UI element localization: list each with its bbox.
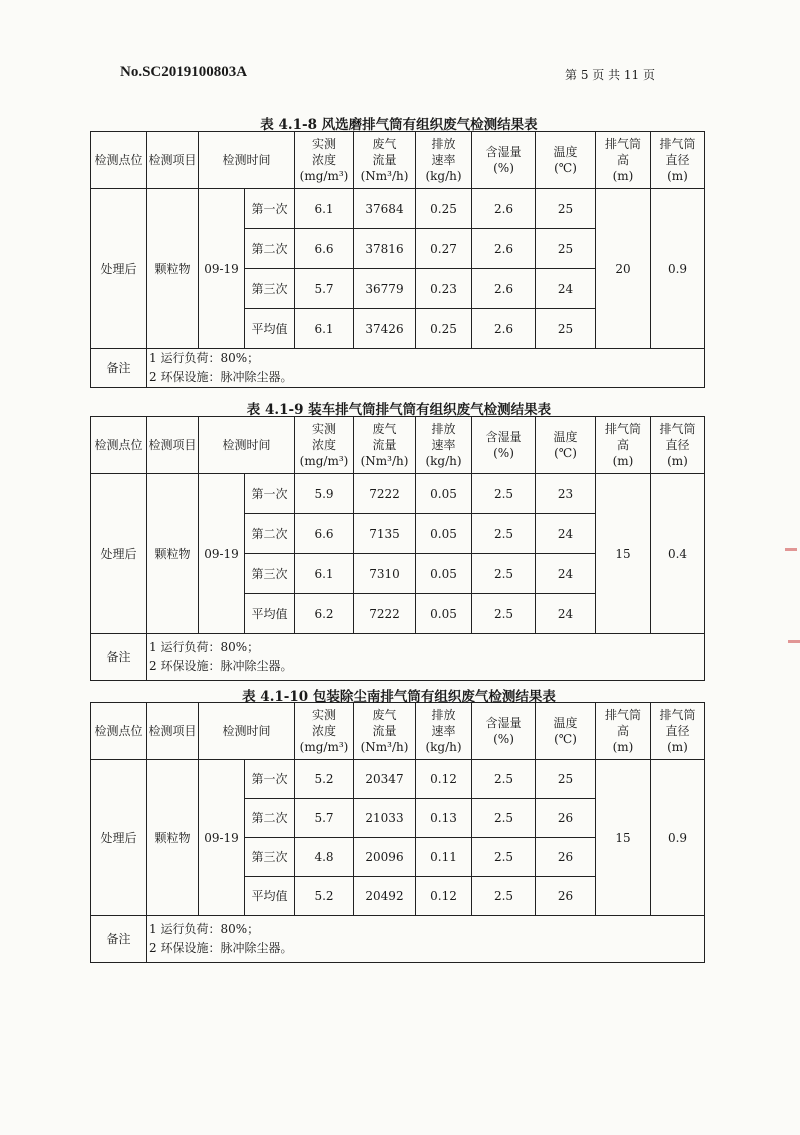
rate-cell: 0.05 xyxy=(416,514,472,554)
remark-line: 2 环保设施：脉冲除尘器。 xyxy=(149,941,293,955)
header-text: 废气 xyxy=(372,422,397,436)
hum-cell: 2.5 xyxy=(472,799,536,838)
flow-cell: 37426 xyxy=(354,309,416,349)
remark-line: 2 环保设施：脉冲除尘器。 xyxy=(149,659,293,673)
rate-cell: 0.25 xyxy=(416,309,472,349)
header-text: 排气筒 xyxy=(659,137,696,151)
data-row xyxy=(91,189,705,229)
remark-row xyxy=(91,634,705,681)
header-text: 含湿量 xyxy=(485,145,522,159)
rate-cell: 0.05 xyxy=(416,474,472,514)
temp-cell: 25 xyxy=(536,189,596,229)
rate-cell: 0.25 xyxy=(416,189,472,229)
conc-cell: 5.7 xyxy=(295,799,354,838)
header-text: 温度 xyxy=(553,716,578,730)
point-cell: 处理后 xyxy=(91,189,147,349)
header-text: 检测时间 xyxy=(222,724,271,738)
header-text: 温度 xyxy=(553,145,578,159)
flow-cell: 7222 xyxy=(354,474,416,514)
header-text: (mg/m³) xyxy=(299,454,349,468)
hum-cell: 2.5 xyxy=(472,594,536,634)
hum-cell: 2.5 xyxy=(472,760,536,799)
remark-line: 1 运行负荷：80%； xyxy=(149,640,260,654)
header-text: 废气 xyxy=(372,137,397,151)
header-text: 排气筒 xyxy=(604,422,641,436)
rate-cell: 0.23 xyxy=(416,269,472,309)
col-item xyxy=(147,132,199,189)
point-cell: 处理后 xyxy=(91,474,147,634)
stack-height-cell: 15 xyxy=(596,760,651,916)
header-text: 浓度 xyxy=(311,438,336,452)
conc-cell: 6.6 xyxy=(295,514,354,554)
header-text: 检测点位 xyxy=(94,153,143,167)
results-table xyxy=(90,416,705,681)
flow-cell: 37816 xyxy=(354,229,416,269)
flow-cell: 20492 xyxy=(354,877,416,916)
temp-cell: 26 xyxy=(536,838,596,877)
conc-cell: 6.1 xyxy=(295,309,354,349)
header-text: (m) xyxy=(667,740,688,754)
flow-cell: 7135 xyxy=(354,514,416,554)
col-stack-diameter xyxy=(651,703,705,760)
header-text: 排放 xyxy=(431,708,456,722)
header-text: (kg/h) xyxy=(425,454,462,468)
flow-cell: 7310 xyxy=(354,554,416,594)
header-text: 温度 xyxy=(553,430,578,444)
col-temperature xyxy=(536,132,596,189)
header-text: 含湿量 xyxy=(485,716,522,730)
header-text: 检测点位 xyxy=(94,438,143,452)
hum-cell: 2.6 xyxy=(472,189,536,229)
date-cell: 09-19 xyxy=(199,760,245,916)
temp-cell: 24 xyxy=(536,269,596,309)
hum-cell: 2.5 xyxy=(472,838,536,877)
sample-label-cell: 第二次 xyxy=(245,514,295,554)
remark-text xyxy=(147,916,705,963)
col-stack-height xyxy=(596,703,651,760)
conc-cell: 6.1 xyxy=(295,189,354,229)
header-text: 排气筒 xyxy=(604,708,641,722)
flow-cell: 36779 xyxy=(354,269,416,309)
rate-cell: 0.12 xyxy=(416,760,472,799)
results-table xyxy=(90,131,705,388)
header-text: (m) xyxy=(667,454,688,468)
hum-cell: 2.6 xyxy=(472,229,536,269)
col-point xyxy=(91,132,147,189)
header-text: (m) xyxy=(612,740,634,754)
sample-label-cell: 第一次 xyxy=(245,474,295,514)
point-cell: 处理后 xyxy=(91,760,147,916)
conc-cell: 4.8 xyxy=(295,838,354,877)
temp-cell: 26 xyxy=(536,799,596,838)
header-text: 含湿量 xyxy=(485,430,522,444)
temp-cell: 25 xyxy=(536,309,596,349)
header-text: 高 xyxy=(616,438,629,452)
table-title: 表 4.1-9 装车排气筒排气筒有组织废气检测结果表 xyxy=(246,402,552,418)
col-stack-diameter xyxy=(651,132,705,189)
sample-label-cell: 平均值 xyxy=(245,594,295,634)
header-text: (m) xyxy=(667,169,688,183)
temp-cell: 24 xyxy=(536,554,596,594)
col-conc xyxy=(295,132,354,189)
header-text: 实测 xyxy=(311,137,336,151)
col-temperature xyxy=(536,417,596,474)
conc-cell: 6.6 xyxy=(295,229,354,269)
stack-height-cell: 20 xyxy=(596,189,651,349)
header-text: 高 xyxy=(616,724,629,738)
header-text: 浓度 xyxy=(311,153,336,167)
flow-cell: 7222 xyxy=(354,594,416,634)
remark-label: 备注 xyxy=(91,634,147,681)
item-cell: 颗粒物 xyxy=(147,760,199,916)
col-humidity xyxy=(472,132,536,189)
header-text: (kg/h) xyxy=(425,740,462,754)
sample-label-cell: 第一次 xyxy=(245,189,295,229)
col-flow xyxy=(354,703,416,760)
sample-label-cell: 第二次 xyxy=(245,229,295,269)
col-stack-height xyxy=(596,417,651,474)
item-cell: 颗粒物 xyxy=(147,189,199,349)
rate-cell: 0.27 xyxy=(416,229,472,269)
col-conc xyxy=(295,703,354,760)
flow-cell: 20096 xyxy=(354,838,416,877)
header-text: 高 xyxy=(616,153,629,167)
hum-cell: 2.5 xyxy=(472,877,536,916)
remark-row xyxy=(91,349,705,388)
table-title: 表 4.1-8 风选磨排气筒有组织废气检测结果表 xyxy=(260,117,538,133)
report-number: No.SC2019100803A xyxy=(120,64,248,80)
header-text: (m) xyxy=(612,454,634,468)
flow-cell: 21033 xyxy=(354,799,416,838)
header-row xyxy=(91,417,705,474)
rate-cell: 0.12 xyxy=(416,877,472,916)
stack-diameter-cell: 0.9 xyxy=(651,189,705,349)
col-flow xyxy=(354,132,416,189)
col-time xyxy=(199,132,295,189)
header-text: (℃) xyxy=(554,732,577,746)
sample-label-cell: 平均值 xyxy=(245,309,295,349)
header-text: 废气 xyxy=(372,708,397,722)
temp-cell: 26 xyxy=(536,877,596,916)
col-conc xyxy=(295,417,354,474)
sample-label-cell: 第三次 xyxy=(245,554,295,594)
header-row xyxy=(91,132,705,189)
edge-stamp-mark xyxy=(785,548,797,551)
col-point xyxy=(91,417,147,474)
header-text: 实测 xyxy=(311,422,336,436)
col-stack-height xyxy=(596,132,651,189)
header-text: 直径 xyxy=(665,438,690,452)
remark-label: 备注 xyxy=(91,916,147,963)
header-text: (Nm³/h) xyxy=(360,740,409,754)
hum-cell: 2.5 xyxy=(472,474,536,514)
header-text: 速率 xyxy=(431,438,456,452)
date-cell: 09-19 xyxy=(199,189,245,349)
header-text: 速率 xyxy=(431,153,456,167)
rate-cell: 0.05 xyxy=(416,554,472,594)
conc-cell: 5.2 xyxy=(295,760,354,799)
data-row xyxy=(91,760,705,799)
col-time xyxy=(199,703,295,760)
col-item xyxy=(147,703,199,760)
col-rate xyxy=(416,132,472,189)
hum-cell: 2.6 xyxy=(472,269,536,309)
header-text: 检测项目 xyxy=(148,438,197,452)
sample-label-cell: 第三次 xyxy=(245,838,295,877)
stack-height-cell: 15 xyxy=(596,474,651,634)
rate-cell: 0.05 xyxy=(416,594,472,634)
header-text: (℃) xyxy=(554,161,577,175)
col-stack-diameter xyxy=(651,417,705,474)
col-item xyxy=(147,417,199,474)
col-point xyxy=(91,703,147,760)
header-text: 流量 xyxy=(372,153,397,167)
header-text: 检测点位 xyxy=(94,724,143,738)
rate-cell: 0.13 xyxy=(416,799,472,838)
temp-cell: 25 xyxy=(536,760,596,799)
table-title: 表 4.1-10 包装除尘南排气筒有组织废气检测结果表 xyxy=(242,689,556,705)
results-table xyxy=(90,702,705,963)
header-text: (%) xyxy=(493,446,514,460)
header-text: (%) xyxy=(493,732,514,746)
header-text: (kg/h) xyxy=(425,169,462,183)
header-text: 排气筒 xyxy=(604,137,641,151)
col-rate xyxy=(416,417,472,474)
sample-label-cell: 平均值 xyxy=(245,877,295,916)
header-text: 排气筒 xyxy=(659,708,696,722)
stack-diameter-cell: 0.4 xyxy=(651,474,705,634)
conc-cell: 5.9 xyxy=(295,474,354,514)
edge-stamp-mark xyxy=(788,640,800,643)
sample-label-cell: 第三次 xyxy=(245,269,295,309)
header-text: (%) xyxy=(493,161,514,175)
stack-diameter-cell: 0.9 xyxy=(651,760,705,916)
conc-cell: 5.7 xyxy=(295,269,354,309)
header-text: 排气筒 xyxy=(659,422,696,436)
header-text: 检测项目 xyxy=(148,724,197,738)
conc-cell: 5.2 xyxy=(295,877,354,916)
conc-cell: 6.1 xyxy=(295,554,354,594)
header-text: 直径 xyxy=(665,153,690,167)
header-text: 排放 xyxy=(431,137,456,151)
header-text: (Nm³/h) xyxy=(360,169,409,183)
col-humidity xyxy=(472,703,536,760)
sample-label-cell: 第二次 xyxy=(245,799,295,838)
header-text: 检测时间 xyxy=(222,153,271,167)
temp-cell: 25 xyxy=(536,229,596,269)
header-text: 流量 xyxy=(372,724,397,738)
header-text: 速率 xyxy=(431,724,456,738)
header-text: (mg/m³) xyxy=(299,169,349,183)
header-text: 实测 xyxy=(311,708,336,722)
remark-row xyxy=(91,916,705,963)
temp-cell: 24 xyxy=(536,514,596,554)
sample-label-cell: 第一次 xyxy=(245,760,295,799)
flow-cell: 20347 xyxy=(354,760,416,799)
item-cell: 颗粒物 xyxy=(147,474,199,634)
flow-cell: 37684 xyxy=(354,189,416,229)
remark-line: 1 运行负荷：80%； xyxy=(149,922,260,936)
remark-text xyxy=(147,349,705,388)
date-cell: 09-19 xyxy=(199,474,245,634)
header-text: (Nm³/h) xyxy=(360,454,409,468)
rate-cell: 0.11 xyxy=(416,838,472,877)
header-text: (mg/m³) xyxy=(299,740,349,754)
hum-cell: 2.5 xyxy=(472,554,536,594)
col-rate xyxy=(416,703,472,760)
header-text: 检测时间 xyxy=(222,438,271,452)
page-info: 第 5 页 共 11 页 xyxy=(565,68,655,82)
header-text: 浓度 xyxy=(311,724,336,738)
header-text: 排放 xyxy=(431,422,456,436)
conc-cell: 6.2 xyxy=(295,594,354,634)
remark-label: 备注 xyxy=(91,349,147,388)
col-temperature xyxy=(536,703,596,760)
header-row xyxy=(91,703,705,760)
remark-line: 2 环保设施：脉冲除尘器。 xyxy=(149,370,293,384)
temp-cell: 24 xyxy=(536,594,596,634)
header-text: (℃) xyxy=(554,446,577,460)
temp-cell: 23 xyxy=(536,474,596,514)
hum-cell: 2.6 xyxy=(472,309,536,349)
header-text: 直径 xyxy=(665,724,690,738)
col-humidity xyxy=(472,417,536,474)
col-flow xyxy=(354,417,416,474)
hum-cell: 2.5 xyxy=(472,514,536,554)
header-text: 流量 xyxy=(372,438,397,452)
col-time xyxy=(199,417,295,474)
remark-line: 1 运行负荷：80%； xyxy=(149,351,260,365)
remark-text xyxy=(147,634,705,681)
header-text: (m) xyxy=(612,169,634,183)
header-text: 检测项目 xyxy=(148,153,197,167)
data-row xyxy=(91,474,705,514)
